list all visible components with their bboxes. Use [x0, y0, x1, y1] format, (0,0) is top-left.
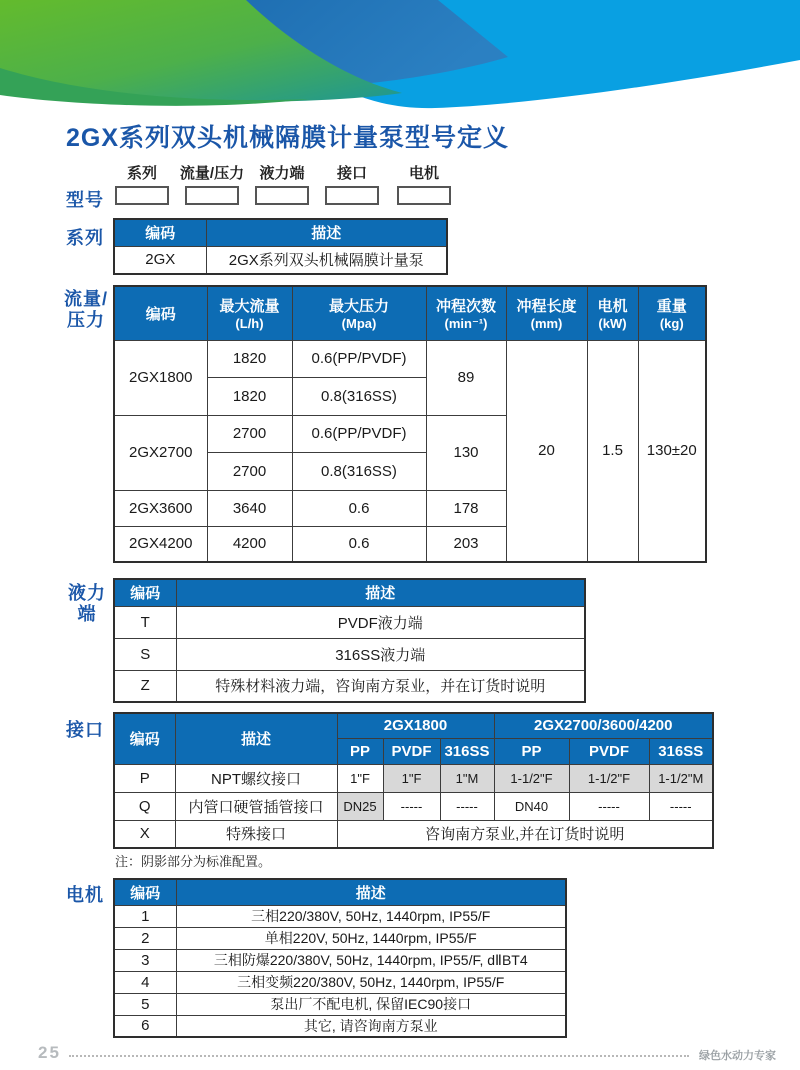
hydraulic-cell-desc: PVDF液力端	[176, 606, 585, 638]
motor-cell-desc: 单相220V, 50Hz, 1440rpm, IP55/F	[176, 927, 566, 949]
interface-subheader-material: 316SS	[649, 738, 713, 764]
flow-cell-pressure: 0.6(PP/PVDF)	[292, 340, 426, 377]
interface-cell-value: 1-1/2"M	[649, 764, 713, 792]
interface-cell-value: 1"M	[440, 764, 494, 792]
header-text: 最大压力	[328, 298, 389, 316]
interface-cell-desc: 内管口硬管插管接口	[175, 792, 337, 820]
motor-header-code: 编码	[114, 879, 176, 905]
flow-cell-flow: 4200	[207, 526, 292, 562]
hydraulic-end-label-line1: 液力	[68, 583, 106, 603]
page-title: 2GX系列双头机械隔膜计量泵型号定义	[66, 124, 510, 152]
flow-cell-pressure: 0.6(PP/PVDF)	[292, 415, 426, 452]
interface-cell-value: 1-1/2"F	[494, 764, 569, 792]
motor-label: 电机	[66, 885, 104, 905]
hydraulic-cell-desc: 316SS液力端	[176, 638, 585, 670]
interface-subheader-material: PVDF	[383, 738, 440, 764]
hydraulic-header-desc: 描述	[176, 579, 585, 606]
flow-cell-flow: 2700	[207, 452, 292, 490]
model-field-interface	[314, 164, 390, 205]
interface-header-desc: 描述	[175, 713, 337, 764]
motor-cell-code: 4	[114, 971, 176, 993]
model-label: 型号	[66, 190, 104, 210]
header-unit: (mm)	[530, 316, 563, 332]
motor-cell-desc: 泵出厂不配电机, 保留IEC90接口	[176, 993, 566, 1015]
hydraulic-end-table	[113, 578, 586, 703]
series-header-code: 编码	[114, 219, 206, 246]
flow-header-max-flow	[207, 286, 292, 340]
interface-cell-code: X	[114, 820, 175, 848]
header-text: 冲程长度	[516, 298, 577, 316]
interface-cell-value: -----	[440, 792, 494, 820]
interface-cell-value: 1"F	[337, 764, 383, 792]
interface-subheader-material: 316SS	[440, 738, 494, 764]
interface-cell-value: -----	[569, 792, 649, 820]
model-field-flow-pressure	[174, 164, 250, 205]
motor-cell-desc: 三相变频220/380V, 50Hz, 1440rpm, IP55/F	[176, 971, 566, 993]
series-cell-code: 2GX	[114, 246, 206, 274]
series-table	[113, 218, 448, 275]
motor-cell-code: 5	[114, 993, 176, 1015]
flow-cell-code: 2GX4200	[114, 526, 207, 562]
motor-cell-code: 3	[114, 949, 176, 971]
page-footer	[38, 1042, 776, 1063]
hydraulic-end-label	[64, 583, 110, 625]
header-unit: (kW)	[598, 316, 627, 332]
header-unit: (Mpa)	[341, 316, 377, 332]
flow-cell-weight: 130±20	[638, 340, 706, 562]
flow-cell-motor-kw: 1.5	[587, 340, 638, 562]
header-swoosh-graphic	[0, 0, 800, 118]
model-field-hydraulic-end	[244, 164, 320, 205]
page-number: 25	[38, 1042, 61, 1062]
interface-cell-desc: NPT螺纹接口	[175, 764, 337, 792]
flow-pressure-label-line2: 压力	[67, 310, 105, 330]
header-unit: (kg)	[659, 316, 684, 332]
header-text: 电机	[597, 298, 628, 316]
flow-cell-pressure: 0.6	[292, 526, 426, 562]
flow-cell-stroke-length: 20	[506, 340, 587, 562]
flow-header-motor	[587, 286, 638, 340]
model-code-box	[325, 186, 379, 205]
footer-dotted-divider	[69, 1055, 689, 1057]
model-field-label: 电机	[408, 165, 439, 182]
flow-header-stroke-length	[506, 286, 587, 340]
flow-header-max-pressure	[292, 286, 426, 340]
hydraulic-header-code: 编码	[114, 579, 176, 606]
flow-cell-strokes: 203	[426, 526, 506, 562]
interface-label: 接口	[66, 720, 104, 740]
interface-cell-code: Q	[114, 792, 175, 820]
flow-pressure-label-line1: 流量/	[63, 289, 108, 309]
model-code-box	[397, 186, 451, 205]
header-text: 冲程次数	[435, 297, 496, 315]
standard-config-note: 注：阴影部分为标准配置。	[115, 854, 272, 869]
interface-cell-code: P	[114, 764, 175, 792]
flow-header-strokes	[426, 286, 506, 340]
interface-cell-value: DN40	[494, 792, 569, 820]
series-cell-desc: 2GX系列双头机械隔膜计量泵	[206, 246, 447, 274]
flow-cell-code: 2GX1800	[114, 340, 207, 415]
flow-cell-strokes: 89	[426, 340, 506, 415]
footer-slogan: 绿色水动力专家	[699, 1050, 776, 1062]
interface-subheader-material: PP	[337, 738, 383, 764]
header-unit: (L/h)	[235, 316, 264, 332]
hydraulic-cell-code: Z	[114, 670, 176, 702]
flow-pressure-label	[62, 289, 110, 331]
header-unit: (min⁻¹)	[444, 315, 488, 331]
series-label: 系列	[66, 228, 104, 248]
flow-cell-flow: 1820	[207, 377, 292, 415]
flow-pressure-table	[113, 285, 707, 563]
interface-subheader-material: PVDF	[569, 738, 649, 764]
flow-cell-code: 2GX3600	[114, 490, 207, 526]
motor-header-desc: 描述	[176, 879, 566, 905]
model-field-series	[104, 164, 180, 205]
flow-cell-pressure: 0.8(316SS)	[292, 452, 426, 490]
model-code-box	[185, 186, 239, 205]
motor-cell-desc: 三相220/380V, 50Hz, 1440rpm, IP55/F	[176, 905, 566, 927]
interface-header-group-2gx2700-3600-4200: 2GX2700/3600/4200	[494, 713, 713, 738]
interface-cell-value: 1-1/2"F	[569, 764, 649, 792]
interface-subheader-material: PP	[494, 738, 569, 764]
flow-cell-code: 2GX2700	[114, 415, 207, 490]
flow-cell-strokes: 130	[426, 415, 506, 490]
hydraulic-cell-desc: 特殊材料液力端，咨询南方泵业，并在订货时说明	[176, 670, 585, 702]
model-field-label: 流量/压力	[179, 165, 245, 182]
motor-cell-code: 6	[114, 1015, 176, 1037]
header-text: 最大流量	[219, 298, 280, 316]
motor-cell-code: 2	[114, 927, 176, 949]
model-field-motor	[386, 164, 462, 205]
interface-cell-value: DN25	[337, 792, 383, 820]
flow-cell-strokes: 178	[426, 490, 506, 526]
interface-cell-value: -----	[649, 792, 713, 820]
flow-cell-pressure: 0.8(316SS)	[292, 377, 426, 415]
flow-header-weight	[638, 286, 706, 340]
motor-cell-desc: 其它, 请咨询南方泵业	[176, 1015, 566, 1037]
series-header-desc: 描述	[206, 219, 447, 246]
interface-header-code: 编码	[114, 713, 175, 764]
hydraulic-cell-code: S	[114, 638, 176, 670]
model-field-label: 系列	[126, 165, 157, 182]
motor-cell-code: 1	[114, 905, 176, 927]
model-field-label: 液力端	[259, 165, 305, 182]
hydraulic-cell-code: T	[114, 606, 176, 638]
interface-cell-merged-note: 咨询南方泵业,并在订货时说明	[337, 820, 713, 848]
model-field-label: 接口	[336, 165, 367, 182]
flow-header-code: 编码	[114, 286, 207, 340]
interface-cell-value: -----	[383, 792, 440, 820]
model-code-box	[255, 186, 309, 205]
flow-cell-pressure: 0.6	[292, 490, 426, 526]
flow-cell-flow: 1820	[207, 340, 292, 377]
interface-cell-value: 1"F	[383, 764, 440, 792]
interface-header-group-2gx1800: 2GX1800	[337, 713, 494, 738]
flow-cell-flow: 3640	[207, 490, 292, 526]
header-text: 重量	[656, 298, 687, 316]
model-code-box	[115, 186, 169, 205]
interface-table	[113, 712, 714, 849]
motor-cell-desc: 三相防爆220/380V, 50Hz, 1440rpm, IP55/F, dⅡBT4	[176, 949, 566, 971]
flow-cell-flow: 2700	[207, 415, 292, 452]
motor-table	[113, 878, 567, 1038]
interface-cell-desc: 特殊接口	[175, 820, 337, 848]
hydraulic-end-label-line2: 端	[77, 604, 97, 624]
